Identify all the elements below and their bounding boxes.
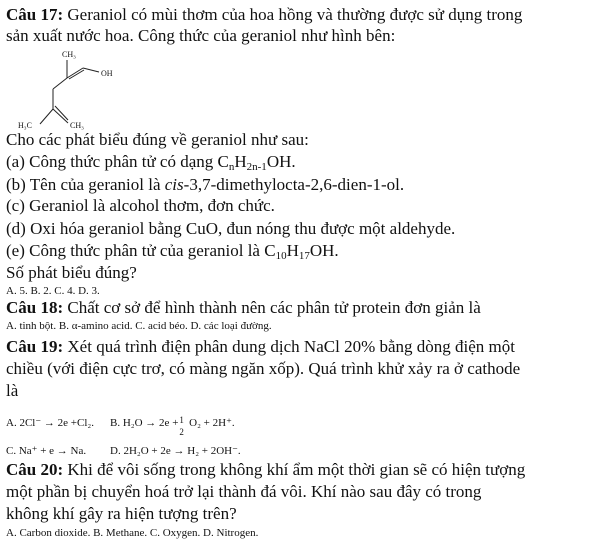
- q20-number: Câu 20:: [6, 460, 64, 479]
- q17-options: A. 5. B. 2. C. 4. D. 3.: [6, 285, 100, 297]
- q17-question: Số phát biểu đúng?: [6, 263, 137, 282]
- q19-line1: Câu 19: Xét quá trình điện phân dung dịch NaCl 20% bằng dòng điện một: [6, 337, 515, 356]
- q17-statement-c: (c) Geraniol là alcohol thơm, đơn chức.: [6, 196, 275, 215]
- q19-option-a: A. 2Cl⁻ → 2e +Cl₂.: [6, 417, 94, 429]
- oh-label: OH: [101, 69, 113, 78]
- q19-line3: là: [6, 381, 19, 400]
- skeleton-bonds: [40, 60, 99, 124]
- q17-line1: Câu 17: Geraniol có mùi thơm của hoa hồng và thường được sử dụng trong: [6, 5, 523, 24]
- q19-line2: chiều (với điện cực trơ, có màng ngăn xốp). Quá trình khử xảy ra ở cathode: [6, 359, 521, 378]
- q20-line3: không khí gây ra hiện tượng trên?: [6, 504, 237, 523]
- q17-number: Câu 17:: [6, 5, 64, 24]
- q20-line2: một phần bị chuyển hoá trở lại thành đá vôi. Khí nào sau đây có trong: [6, 482, 482, 501]
- q18-line: Câu 18: Chất cơ sở để hình thành nên các phân tử protein đơn giản là: [6, 298, 481, 317]
- q18-number: Câu 18:: [6, 298, 64, 317]
- q19-number: Câu 19:: [6, 337, 64, 356]
- q17-line2: sản xuất nước hoa. Công thức của geraniol như hình bên:: [6, 26, 396, 45]
- q17-intro: Cho các phát biểu đúng về geraniol như sau:: [6, 130, 309, 149]
- geraniol-structure: [0, 46, 150, 136]
- q20-line1: Câu 20: Khi để vôi sống trong không khí ẩm một thời gian sẽ có hiện tượng: [6, 460, 526, 479]
- q19-option-d: D. 2H₂O + 2e → H₂ + 2OH⁻.: [110, 445, 241, 457]
- q17-statement-d: (d) Oxi hóa geraniol bằng CuO, đun nóng thu được một aldehyde.: [6, 219, 456, 238]
- q18-options: A. tinh bột. B. α-amino acid. C. acid béo. D. các loại đường.: [6, 320, 272, 332]
- q17-statement-e: (e) Công thức phân tử của geraniol là $C_{10}H_{17}OH$.: [6, 241, 339, 262]
- q20-options: A. Carbon dioxide. B. Methane. C. Oxygen. D. Nitrogen.: [6, 527, 259, 539]
- q19-option-b: B. H₂O → 2e + 1 2 O₂ + 2H⁺.: [110, 415, 235, 437]
- q17-statement-a: (a) Công thức phân tử có dạng $C_nH_{2n-1}OH$.: [6, 152, 296, 173]
- q19-option-c: C. Na⁺ + e → Na.: [6, 445, 87, 457]
- ch3-top-label: CH₃: [62, 50, 76, 59]
- ch3-bottom-label: CH₃: [70, 121, 84, 130]
- h3c-label: H₃C: [18, 121, 32, 130]
- q17-statement-b: (b) Tên của geraniol là cis-3,7-dimethylocta-2,6-dien-1-ol.: [6, 175, 405, 194]
